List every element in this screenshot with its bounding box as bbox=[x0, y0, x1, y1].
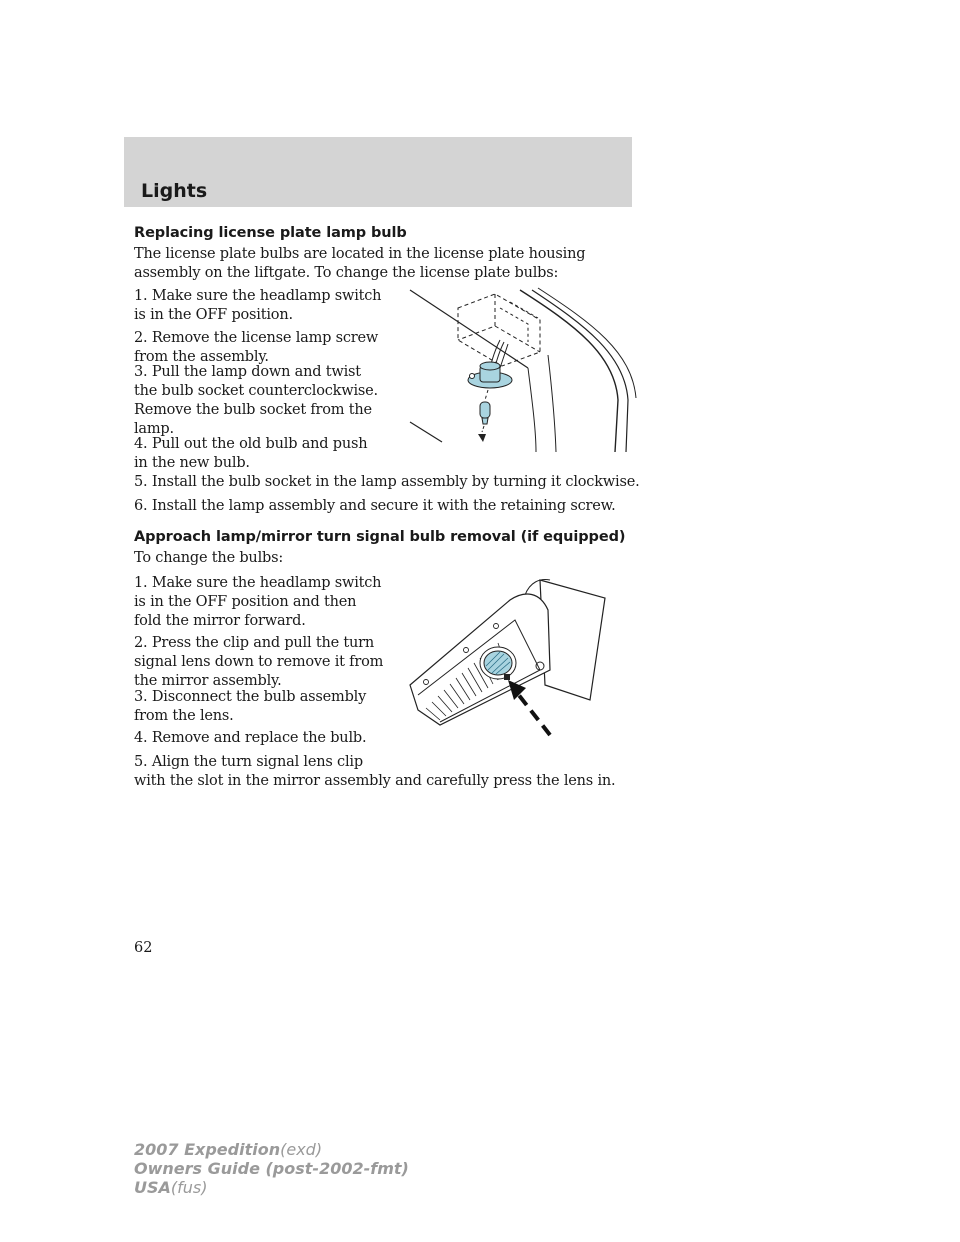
document-footer bbox=[134, 1140, 409, 1197]
license-lamp-illustration bbox=[400, 280, 645, 452]
license-step-1: 1. Make sure the headlamp switch is in the OFF position. bbox=[134, 288, 382, 323]
mirror-section-heading: Approach lamp/mirror turn signal bulb removal (if equipped) bbox=[134, 529, 626, 545]
section-title: Lights bbox=[141, 180, 208, 202]
mirror-turn-signal-illustration bbox=[400, 570, 610, 740]
license-intro: The license plate bulbs are located in the license plate housing assembly on the liftgate. To change the license plate bulbs: bbox=[134, 246, 586, 281]
footer-region: USA bbox=[134, 1178, 171, 1197]
license-step-5: 5. Install the bulb socket in the lamp assembly by turning it clockwise. bbox=[134, 474, 640, 490]
mirror-step-4: 4. Remove and replace the bulb. bbox=[134, 730, 367, 746]
footer-region-code: (fus) bbox=[170, 1178, 208, 1197]
mirror-intro: To change the bulbs: bbox=[134, 550, 284, 566]
license-step-3: 3. Pull the lamp down and twist the bulb socket counterclockwise. Remove the bulb socket from the lamp. bbox=[134, 364, 378, 437]
mirror-step-3: 3. Disconnect the bulb assembly from the lens. bbox=[134, 689, 367, 724]
footer-model-code: (exd) bbox=[280, 1140, 323, 1159]
section-header-band bbox=[124, 137, 632, 207]
page-number: 62 bbox=[134, 940, 153, 956]
mirror-step-5-continued: with the slot in the mirror assembly and carefully press the lens in. bbox=[134, 773, 616, 789]
mirror-step-2: 2. Press the clip and pull the turn signal lens down to remove it from the mirror assembly. bbox=[134, 635, 384, 689]
license-step-6: 6. Install the lamp assembly and secure it with the retaining screw. bbox=[134, 498, 616, 514]
mirror-step-5: 5. Align the turn signal lens clip bbox=[134, 754, 363, 770]
license-step-2: 2. Remove the license lamp screw from the assembly. bbox=[134, 330, 379, 365]
footer-guide: Owners Guide (post-2002-fmt) bbox=[134, 1159, 409, 1178]
license-section-heading: Replacing license plate lamp bulb bbox=[134, 225, 407, 241]
footer-model: 2007 Expedition bbox=[134, 1140, 281, 1159]
mirror-step-1: 1. Make sure the headlamp switch is in the OFF position and then fold the mirror forward. bbox=[134, 575, 382, 629]
license-step-4: 4. Pull out the old bulb and push in the new bulb. bbox=[134, 436, 368, 471]
